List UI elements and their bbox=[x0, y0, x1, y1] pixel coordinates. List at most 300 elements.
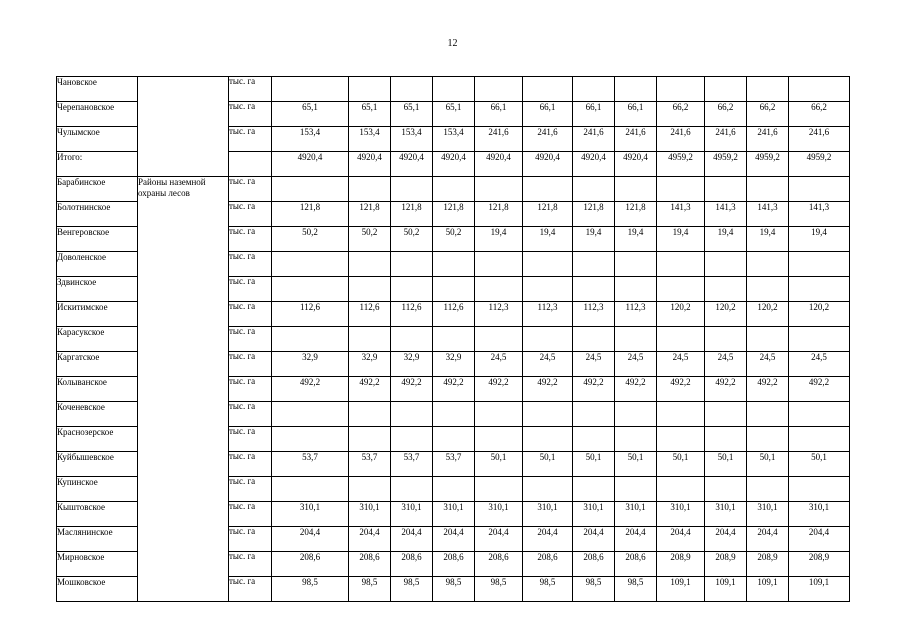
value-cell: 50,1 bbox=[705, 452, 747, 477]
value-cell: 241,6 bbox=[475, 127, 523, 152]
district-name: Болотнинское bbox=[57, 202, 138, 227]
value-cell bbox=[523, 252, 573, 277]
unit-cell: тыс. га bbox=[229, 77, 272, 102]
value-cell bbox=[747, 277, 789, 302]
value-cell bbox=[657, 477, 705, 502]
district-name: Чановское bbox=[57, 77, 138, 102]
value-cell: 4920,4 bbox=[349, 152, 391, 177]
value-cell: 98,5 bbox=[349, 577, 391, 602]
value-cell: 310,1 bbox=[573, 502, 615, 527]
value-cell: 112,6 bbox=[433, 302, 475, 327]
value-cell: 492,2 bbox=[573, 377, 615, 402]
value-cell bbox=[747, 77, 789, 102]
value-cell: 310,1 bbox=[615, 502, 657, 527]
value-cell: 121,8 bbox=[272, 202, 349, 227]
value-cell bbox=[657, 77, 705, 102]
unit-cell: тыс. га bbox=[229, 552, 272, 577]
value-cell: 109,1 bbox=[747, 577, 789, 602]
value-cell: 98,5 bbox=[433, 577, 475, 602]
value-cell: 98,5 bbox=[272, 577, 349, 602]
page-number: 12 bbox=[447, 38, 458, 49]
value-cell: 65,1 bbox=[272, 102, 349, 127]
value-cell: 32,9 bbox=[433, 352, 475, 377]
value-cell bbox=[523, 177, 573, 202]
value-cell: 141,3 bbox=[657, 202, 705, 227]
value-cell: 208,6 bbox=[475, 552, 523, 577]
value-cell: 153,4 bbox=[391, 127, 433, 152]
value-cell: 141,3 bbox=[789, 202, 850, 227]
value-cell: 492,2 bbox=[433, 377, 475, 402]
unit-cell: тыс. га bbox=[229, 402, 272, 427]
value-cell bbox=[475, 327, 523, 352]
value-cell bbox=[433, 477, 475, 502]
value-cell: 4920,4 bbox=[475, 152, 523, 177]
value-cell: 492,2 bbox=[789, 377, 850, 402]
district-name: Маслянинское bbox=[57, 527, 138, 552]
value-cell bbox=[475, 427, 523, 452]
value-cell: 208,9 bbox=[747, 552, 789, 577]
value-cell: 121,8 bbox=[615, 202, 657, 227]
value-cell: 208,6 bbox=[349, 552, 391, 577]
value-cell: 310,1 bbox=[433, 502, 475, 527]
value-cell: 4959,2 bbox=[705, 152, 747, 177]
value-cell bbox=[272, 327, 349, 352]
value-cell bbox=[705, 77, 747, 102]
value-cell bbox=[433, 177, 475, 202]
district-name: Коченевское bbox=[57, 402, 138, 427]
value-cell bbox=[349, 427, 391, 452]
value-cell bbox=[433, 427, 475, 452]
value-cell: 121,8 bbox=[391, 202, 433, 227]
district-name: Колыванское bbox=[57, 377, 138, 402]
value-cell bbox=[615, 252, 657, 277]
unit-cell: тыс. га bbox=[229, 202, 272, 227]
unit-cell: тыс. га bbox=[229, 252, 272, 277]
value-cell: 310,1 bbox=[789, 502, 850, 527]
value-cell: 32,9 bbox=[391, 352, 433, 377]
value-cell: 19,4 bbox=[705, 227, 747, 252]
value-cell: 66,2 bbox=[657, 102, 705, 127]
value-cell: 24,5 bbox=[615, 352, 657, 377]
value-cell bbox=[789, 252, 850, 277]
value-cell: 24,5 bbox=[705, 352, 747, 377]
district-name: Искитимское bbox=[57, 302, 138, 327]
value-cell: 112,6 bbox=[272, 302, 349, 327]
value-cell bbox=[705, 177, 747, 202]
value-cell: 241,6 bbox=[747, 127, 789, 152]
value-cell: 24,5 bbox=[789, 352, 850, 377]
value-cell: 153,4 bbox=[272, 127, 349, 152]
value-cell: 50,1 bbox=[615, 452, 657, 477]
value-cell: 204,4 bbox=[433, 527, 475, 552]
forest-area-table bbox=[56, 76, 850, 602]
value-cell: 109,1 bbox=[705, 577, 747, 602]
value-cell: 112,3 bbox=[615, 302, 657, 327]
value-cell: 310,1 bbox=[705, 502, 747, 527]
value-cell: 492,2 bbox=[391, 377, 433, 402]
value-cell: 4920,4 bbox=[523, 152, 573, 177]
value-cell bbox=[391, 402, 433, 427]
value-cell: 19,4 bbox=[573, 227, 615, 252]
value-cell: 4920,4 bbox=[433, 152, 475, 177]
unit-cell: тыс. га bbox=[229, 177, 272, 202]
value-cell bbox=[747, 477, 789, 502]
value-cell bbox=[789, 277, 850, 302]
value-cell bbox=[349, 277, 391, 302]
value-cell: 65,1 bbox=[349, 102, 391, 127]
value-cell: 32,9 bbox=[349, 352, 391, 377]
value-cell: 4959,2 bbox=[789, 152, 850, 177]
value-cell bbox=[789, 477, 850, 502]
district-name: Купинское bbox=[57, 477, 138, 502]
value-cell: 310,1 bbox=[523, 502, 573, 527]
value-cell: 112,6 bbox=[391, 302, 433, 327]
value-cell: 112,6 bbox=[349, 302, 391, 327]
value-cell: 204,4 bbox=[349, 527, 391, 552]
value-cell: 66,1 bbox=[573, 102, 615, 127]
value-cell: 208,6 bbox=[573, 552, 615, 577]
value-cell bbox=[433, 277, 475, 302]
value-cell bbox=[272, 252, 349, 277]
value-cell: 208,6 bbox=[523, 552, 573, 577]
value-cell: 66,2 bbox=[789, 102, 850, 127]
value-cell bbox=[349, 177, 391, 202]
unit-cell bbox=[229, 152, 272, 177]
value-cell: 53,7 bbox=[349, 452, 391, 477]
value-cell: 241,6 bbox=[705, 127, 747, 152]
value-cell: 4920,4 bbox=[272, 152, 349, 177]
district-name: Кыштовское bbox=[57, 502, 138, 527]
value-cell bbox=[349, 327, 391, 352]
district-name: Чулымское bbox=[57, 127, 138, 152]
value-cell: 204,4 bbox=[523, 527, 573, 552]
value-cell: 98,5 bbox=[523, 577, 573, 602]
value-cell: 66,1 bbox=[615, 102, 657, 127]
value-cell bbox=[705, 252, 747, 277]
district-name: Доволенское bbox=[57, 252, 138, 277]
value-cell bbox=[705, 402, 747, 427]
unit-cell: тыс. га bbox=[229, 577, 272, 602]
value-cell bbox=[475, 252, 523, 277]
value-cell bbox=[615, 427, 657, 452]
value-cell: 98,5 bbox=[615, 577, 657, 602]
unit-cell: тыс. га bbox=[229, 377, 272, 402]
value-cell bbox=[615, 77, 657, 102]
value-cell bbox=[272, 427, 349, 452]
value-cell bbox=[657, 177, 705, 202]
unit-cell: тыс. га bbox=[229, 477, 272, 502]
table-row bbox=[57, 177, 850, 202]
value-cell bbox=[747, 177, 789, 202]
value-cell bbox=[747, 427, 789, 452]
value-cell bbox=[573, 327, 615, 352]
district-name: Краснозерское bbox=[57, 427, 138, 452]
value-cell bbox=[523, 477, 573, 502]
value-cell: 24,5 bbox=[475, 352, 523, 377]
value-cell bbox=[391, 177, 433, 202]
district-name: Венгеровское bbox=[57, 227, 138, 252]
value-cell: 121,8 bbox=[523, 202, 573, 227]
value-cell: 4920,4 bbox=[391, 152, 433, 177]
value-cell: 492,2 bbox=[705, 377, 747, 402]
value-cell bbox=[789, 402, 850, 427]
value-cell bbox=[391, 277, 433, 302]
value-cell bbox=[433, 402, 475, 427]
district-name: Куйбышевское bbox=[57, 452, 138, 477]
table-row bbox=[57, 77, 850, 102]
value-cell: 50,1 bbox=[573, 452, 615, 477]
value-cell: 241,6 bbox=[523, 127, 573, 152]
value-cell bbox=[705, 277, 747, 302]
value-cell: 241,6 bbox=[573, 127, 615, 152]
district-name: Барабинское bbox=[57, 177, 138, 202]
value-cell: 50,1 bbox=[747, 452, 789, 477]
value-cell: 492,2 bbox=[272, 377, 349, 402]
value-cell bbox=[523, 427, 573, 452]
value-cell: 4920,4 bbox=[573, 152, 615, 177]
value-cell: 492,2 bbox=[523, 377, 573, 402]
value-cell bbox=[391, 427, 433, 452]
value-cell: 24,5 bbox=[747, 352, 789, 377]
value-cell: 19,4 bbox=[747, 227, 789, 252]
value-cell: 50,1 bbox=[657, 452, 705, 477]
value-cell: 32,9 bbox=[272, 352, 349, 377]
value-cell: 204,4 bbox=[391, 527, 433, 552]
value-cell: 310,1 bbox=[391, 502, 433, 527]
value-cell: 19,4 bbox=[523, 227, 573, 252]
value-cell: 241,6 bbox=[789, 127, 850, 152]
unit-cell: тыс. га bbox=[229, 277, 272, 302]
value-cell: 492,2 bbox=[747, 377, 789, 402]
value-cell bbox=[573, 427, 615, 452]
unit-cell: тыс. га bbox=[229, 102, 272, 127]
value-cell bbox=[349, 477, 391, 502]
value-cell: 50,2 bbox=[349, 227, 391, 252]
value-cell: 50,2 bbox=[433, 227, 475, 252]
value-cell bbox=[391, 477, 433, 502]
value-cell bbox=[573, 477, 615, 502]
value-cell: 121,8 bbox=[349, 202, 391, 227]
value-cell bbox=[657, 252, 705, 277]
unit-cell: тыс. га bbox=[229, 427, 272, 452]
value-cell bbox=[705, 427, 747, 452]
value-cell: 112,3 bbox=[523, 302, 573, 327]
value-cell bbox=[475, 402, 523, 427]
value-cell: 4959,2 bbox=[657, 152, 705, 177]
value-cell bbox=[789, 427, 850, 452]
value-cell: 50,1 bbox=[475, 452, 523, 477]
value-cell: 24,5 bbox=[657, 352, 705, 377]
value-cell bbox=[391, 327, 433, 352]
value-cell: 24,5 bbox=[523, 352, 573, 377]
value-cell: 19,4 bbox=[615, 227, 657, 252]
value-cell bbox=[272, 277, 349, 302]
value-cell bbox=[657, 402, 705, 427]
value-cell: 121,8 bbox=[573, 202, 615, 227]
value-cell bbox=[657, 277, 705, 302]
value-cell bbox=[433, 252, 475, 277]
value-cell bbox=[615, 177, 657, 202]
category-cell bbox=[138, 77, 229, 177]
value-cell bbox=[349, 77, 391, 102]
value-cell: 208,6 bbox=[433, 552, 475, 577]
value-cell bbox=[272, 402, 349, 427]
value-cell: 19,4 bbox=[475, 227, 523, 252]
value-cell: 204,4 bbox=[573, 527, 615, 552]
value-cell bbox=[789, 77, 850, 102]
value-cell: 112,3 bbox=[475, 302, 523, 327]
value-cell: 208,6 bbox=[272, 552, 349, 577]
district-name: Карасукское bbox=[57, 327, 138, 352]
value-cell bbox=[433, 327, 475, 352]
value-cell: 53,7 bbox=[433, 452, 475, 477]
value-cell: 208,6 bbox=[391, 552, 433, 577]
value-cell bbox=[433, 77, 475, 102]
value-cell: 98,5 bbox=[475, 577, 523, 602]
value-cell: 66,1 bbox=[475, 102, 523, 127]
value-cell: 310,1 bbox=[657, 502, 705, 527]
value-cell: 204,4 bbox=[475, 527, 523, 552]
value-cell: 492,2 bbox=[475, 377, 523, 402]
value-cell bbox=[705, 327, 747, 352]
value-cell bbox=[523, 402, 573, 427]
value-cell: 310,1 bbox=[349, 502, 391, 527]
value-cell bbox=[475, 177, 523, 202]
value-cell: 65,1 bbox=[391, 102, 433, 127]
value-cell bbox=[573, 277, 615, 302]
value-cell: 109,1 bbox=[789, 577, 850, 602]
value-cell bbox=[475, 77, 523, 102]
value-cell: 204,4 bbox=[657, 527, 705, 552]
value-cell bbox=[475, 477, 523, 502]
value-cell bbox=[272, 477, 349, 502]
value-cell: 204,4 bbox=[272, 527, 349, 552]
district-name: Мирновское bbox=[57, 552, 138, 577]
value-cell bbox=[391, 252, 433, 277]
value-cell: 141,3 bbox=[705, 202, 747, 227]
value-cell bbox=[789, 327, 850, 352]
value-cell: 98,5 bbox=[391, 577, 433, 602]
unit-cell: тыс. га bbox=[229, 452, 272, 477]
value-cell: 53,7 bbox=[391, 452, 433, 477]
value-cell bbox=[615, 277, 657, 302]
value-cell bbox=[523, 327, 573, 352]
value-cell: 50,1 bbox=[523, 452, 573, 477]
value-cell: 120,2 bbox=[657, 302, 705, 327]
district-name: Черепановское bbox=[57, 102, 138, 127]
unit-cell: тыс. га bbox=[229, 327, 272, 352]
value-cell: 53,7 bbox=[272, 452, 349, 477]
category-cell: Районы наземной охраны лесов bbox=[138, 177, 229, 602]
value-cell: 50,2 bbox=[272, 227, 349, 252]
value-cell: 208,6 bbox=[615, 552, 657, 577]
value-cell: 241,6 bbox=[615, 127, 657, 152]
unit-cell: тыс. га bbox=[229, 127, 272, 152]
value-cell: 310,1 bbox=[475, 502, 523, 527]
value-cell: 120,2 bbox=[747, 302, 789, 327]
district-name: Здвинское bbox=[57, 277, 138, 302]
value-cell: 112,3 bbox=[573, 302, 615, 327]
district-name: Итого: bbox=[57, 152, 138, 177]
value-cell: 120,2 bbox=[705, 302, 747, 327]
value-cell bbox=[349, 252, 391, 277]
value-cell: 310,1 bbox=[272, 502, 349, 527]
value-cell: 19,4 bbox=[657, 227, 705, 252]
value-cell bbox=[747, 402, 789, 427]
value-cell bbox=[272, 177, 349, 202]
value-cell bbox=[272, 77, 349, 102]
value-cell: 241,6 bbox=[657, 127, 705, 152]
value-cell bbox=[573, 252, 615, 277]
value-cell: 120,2 bbox=[789, 302, 850, 327]
value-cell bbox=[573, 77, 615, 102]
unit-cell: тыс. га bbox=[229, 302, 272, 327]
value-cell: 208,9 bbox=[657, 552, 705, 577]
value-cell bbox=[705, 477, 747, 502]
district-name: Каргатское bbox=[57, 352, 138, 377]
value-cell bbox=[523, 77, 573, 102]
value-cell bbox=[747, 252, 789, 277]
value-cell bbox=[657, 427, 705, 452]
value-cell: 208,9 bbox=[705, 552, 747, 577]
value-cell: 121,8 bbox=[475, 202, 523, 227]
value-cell: 153,4 bbox=[433, 127, 475, 152]
value-cell bbox=[615, 402, 657, 427]
value-cell: 153,4 bbox=[349, 127, 391, 152]
value-cell: 204,4 bbox=[747, 527, 789, 552]
value-cell: 492,2 bbox=[349, 377, 391, 402]
value-cell: 4920,4 bbox=[615, 152, 657, 177]
value-cell: 121,8 bbox=[433, 202, 475, 227]
value-cell: 204,4 bbox=[789, 527, 850, 552]
unit-cell: тыс. га bbox=[229, 227, 272, 252]
value-cell: 204,4 bbox=[705, 527, 747, 552]
value-cell: 66,2 bbox=[747, 102, 789, 127]
value-cell bbox=[615, 477, 657, 502]
value-cell bbox=[573, 402, 615, 427]
value-cell: 492,2 bbox=[657, 377, 705, 402]
value-cell: 109,1 bbox=[657, 577, 705, 602]
value-cell bbox=[523, 277, 573, 302]
unit-cell: тыс. га bbox=[229, 502, 272, 527]
value-cell: 204,4 bbox=[615, 527, 657, 552]
value-cell bbox=[475, 277, 523, 302]
value-cell: 65,1 bbox=[433, 102, 475, 127]
value-cell bbox=[747, 327, 789, 352]
value-cell bbox=[349, 402, 391, 427]
value-cell: 66,1 bbox=[523, 102, 573, 127]
value-cell: 310,1 bbox=[747, 502, 789, 527]
value-cell: 98,5 bbox=[573, 577, 615, 602]
unit-cell: тыс. га bbox=[229, 527, 272, 552]
value-cell: 492,2 bbox=[615, 377, 657, 402]
value-cell: 50,1 bbox=[789, 452, 850, 477]
value-cell: 208,9 bbox=[789, 552, 850, 577]
value-cell bbox=[573, 177, 615, 202]
value-cell: 66,2 bbox=[705, 102, 747, 127]
value-cell bbox=[615, 327, 657, 352]
value-cell: 4959,2 bbox=[747, 152, 789, 177]
value-cell: 24,5 bbox=[573, 352, 615, 377]
value-cell bbox=[789, 177, 850, 202]
value-cell bbox=[391, 77, 433, 102]
district-name: Мошковское bbox=[57, 577, 138, 602]
value-cell: 141,3 bbox=[747, 202, 789, 227]
value-cell: 19,4 bbox=[789, 227, 850, 252]
value-cell bbox=[657, 327, 705, 352]
unit-cell: тыс. га bbox=[229, 352, 272, 377]
value-cell: 50,2 bbox=[391, 227, 433, 252]
